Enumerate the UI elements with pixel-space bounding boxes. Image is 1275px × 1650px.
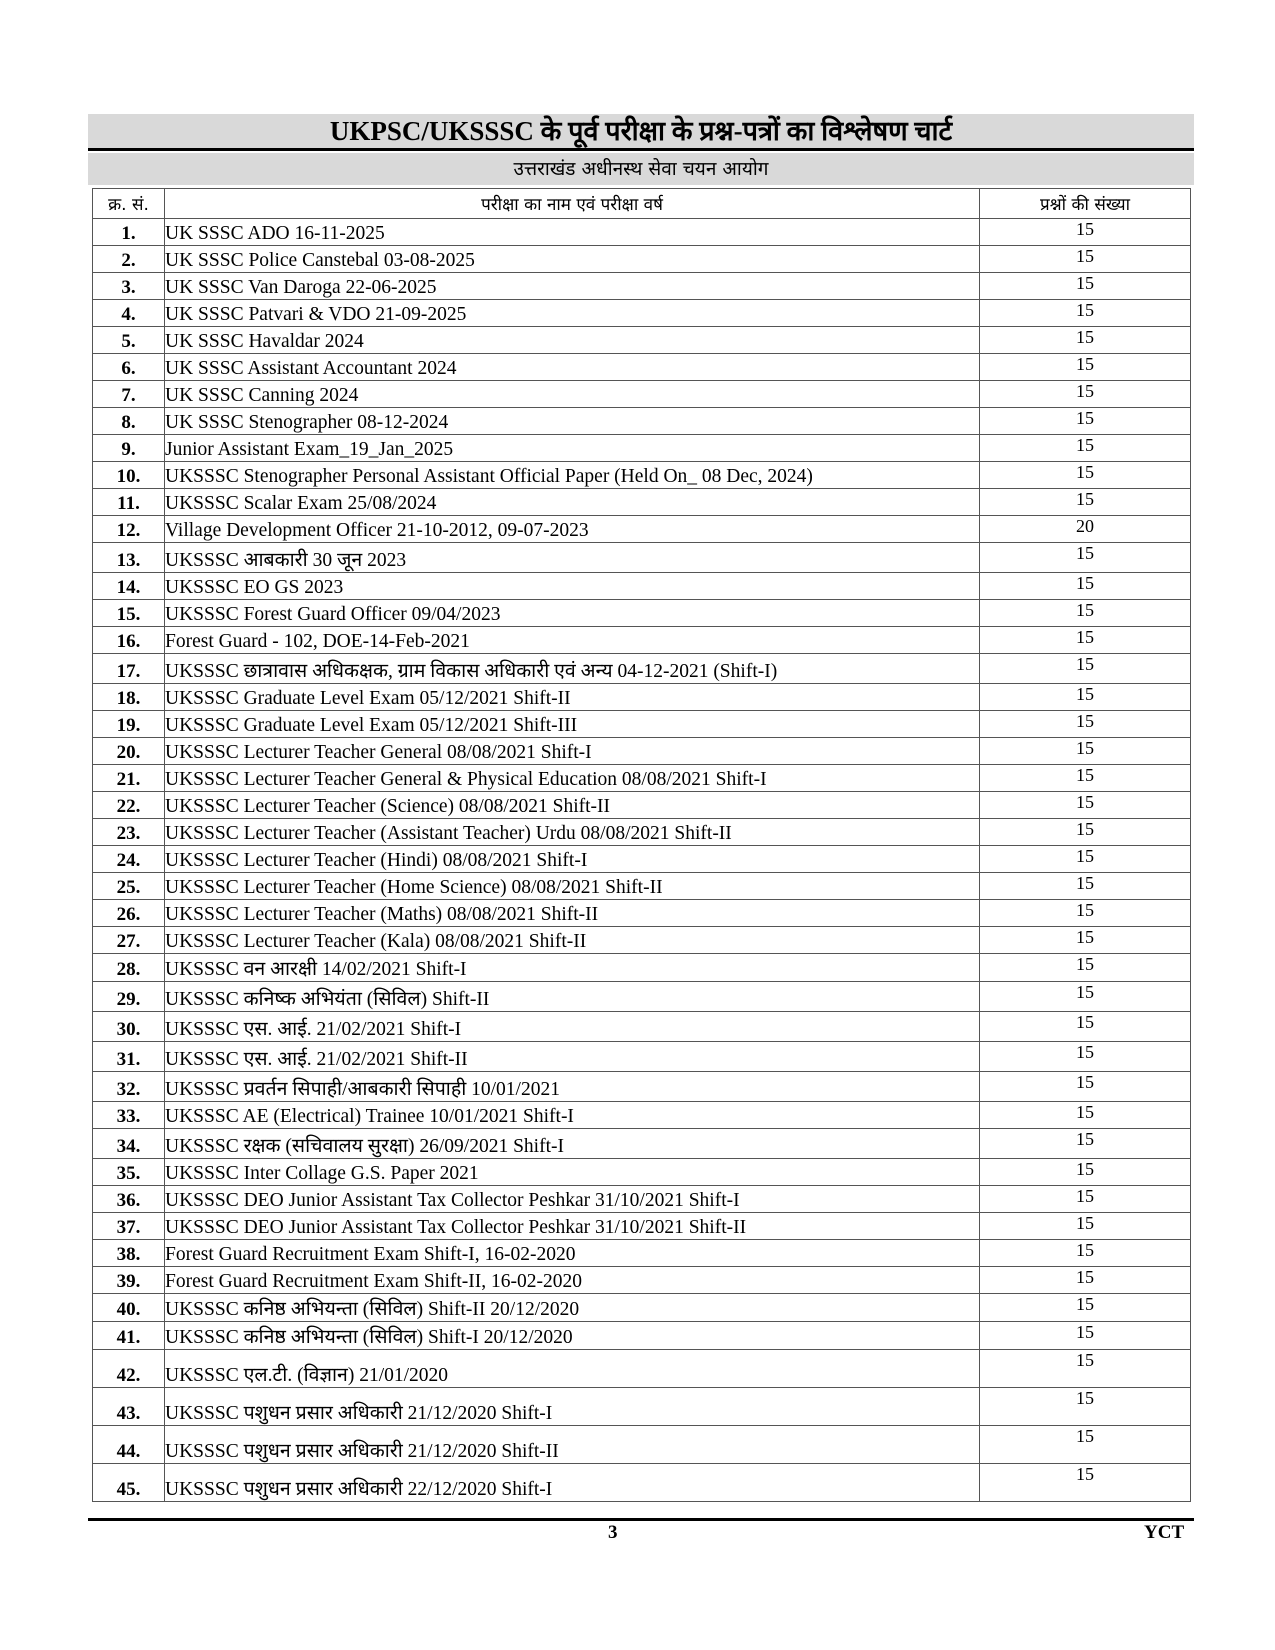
table-row — [93, 489, 1191, 516]
row-question-count: 15 — [980, 408, 1191, 435]
row-exam-name: UKSSSC एस. आई. 21/02/2021 Shift-I — [165, 1012, 980, 1042]
row-serial-number: 14. — [93, 573, 165, 600]
row-exam-name: UKSSSC EO GS 2023 — [165, 573, 980, 600]
column-header-serial: क्र. सं. — [93, 189, 165, 219]
table-row — [93, 654, 1191, 684]
row-serial-number: 16. — [93, 627, 165, 654]
table-row — [93, 1042, 1191, 1072]
row-question-count: 15 — [980, 573, 1191, 600]
row-exam-name: UKSSSC पशुधन प्रसार अधिकारी 22/12/2020 Shift-I — [165, 1464, 980, 1502]
page-title: UKPSC/UKSSSC के पूर्व परीक्षा के प्रश्न-पत्रों का विश्लेषण चार्ट — [88, 114, 1194, 148]
row-serial-number: 11. — [93, 489, 165, 516]
row-exam-name: UKSSSC एस. आई. 21/02/2021 Shift-II — [165, 1042, 980, 1072]
row-serial-number: 19. — [93, 711, 165, 738]
row-question-count: 15 — [980, 435, 1191, 462]
row-exam-name: UKSSSC छात्रावास अधिकक्षक, ग्राम विकास अधिकारी एवं अन्य 04-12-2021 (Shift-I) — [165, 654, 980, 684]
row-question-count: 15 — [980, 954, 1191, 982]
row-exam-name: Junior Assistant Exam_19_Jan_2025 — [165, 435, 980, 462]
row-serial-number: 25. — [93, 873, 165, 900]
row-serial-number: 36. — [93, 1186, 165, 1213]
row-serial-number: 15. — [93, 600, 165, 627]
row-serial-number: 22. — [93, 792, 165, 819]
row-question-count: 15 — [980, 1012, 1191, 1042]
row-serial-number: 1. — [93, 219, 165, 246]
table-row — [93, 273, 1191, 300]
row-exam-name: UKSSSC प्रवर्तन सिपाही/आबकारी सिपाही 10/01/2021 — [165, 1072, 980, 1102]
row-question-count: 15 — [980, 381, 1191, 408]
row-serial-number: 2. — [93, 246, 165, 273]
table-row — [93, 819, 1191, 846]
table-header-row — [93, 189, 1191, 219]
row-exam-name: Forest Guard Recruitment Exam Shift-II, 16-02-2020 — [165, 1267, 980, 1294]
row-serial-number: 4. — [93, 300, 165, 327]
row-exam-name: UK SSSC Patvari & VDO 21-09-2025 — [165, 300, 980, 327]
row-exam-name: UK SSSC Police Canstebal 03-08-2025 — [165, 246, 980, 273]
row-question-count: 15 — [980, 462, 1191, 489]
row-exam-name: UKSSSC Stenographer Personal Assistant Official Paper (Held On_ 08 Dec, 2024) — [165, 462, 980, 489]
row-question-count: 15 — [980, 654, 1191, 684]
column-header-exam-name: परीक्षा का नाम एवं परीक्षा वर्ष — [165, 189, 980, 219]
row-question-count: 15 — [980, 927, 1191, 954]
row-exam-name: UKSSSC Graduate Level Exam 05/12/2021 Shift-III — [165, 711, 980, 738]
row-question-count: 15 — [980, 846, 1191, 873]
table-row — [93, 1012, 1191, 1042]
row-serial-number: 5. — [93, 327, 165, 354]
row-question-count: 15 — [980, 1464, 1191, 1502]
table-row — [93, 1350, 1191, 1388]
table-row — [93, 1186, 1191, 1213]
row-question-count: 20 — [980, 516, 1191, 543]
row-question-count: 15 — [980, 1267, 1191, 1294]
row-serial-number: 24. — [93, 846, 165, 873]
row-serial-number: 32. — [93, 1072, 165, 1102]
table-row — [93, 1129, 1191, 1159]
row-serial-number: 13. — [93, 543, 165, 573]
row-serial-number: 42. — [93, 1350, 165, 1388]
row-exam-name: UKSSSC पशुधन प्रसार अधिकारी 21/12/2020 Shift-II — [165, 1426, 980, 1464]
table-row — [93, 600, 1191, 627]
row-exam-name: UKSSSC Lecturer Teacher General & Physical Education 08/08/2021 Shift-I — [165, 765, 980, 792]
row-serial-number: 17. — [93, 654, 165, 684]
table-row — [93, 300, 1191, 327]
row-exam-name: UKSSSC Lecturer Teacher (Assistant Teacher) Urdu 08/08/2021 Shift-II — [165, 819, 980, 846]
table-row — [93, 846, 1191, 873]
row-serial-number: 18. — [93, 684, 165, 711]
row-exam-name: UK SSSC Van Daroga 22-06-2025 — [165, 273, 980, 300]
row-serial-number: 6. — [93, 354, 165, 381]
row-exam-name: Forest Guard - 102, DOE-14-Feb-2021 — [165, 627, 980, 654]
row-exam-name: UKSSSC Lecturer Teacher General 08/08/2021 Shift-I — [165, 738, 980, 765]
row-question-count: 15 — [980, 1186, 1191, 1213]
row-serial-number: 39. — [93, 1267, 165, 1294]
page-number: 3 — [608, 1522, 618, 1543]
table-row — [93, 954, 1191, 982]
row-question-count: 15 — [980, 1072, 1191, 1102]
row-question-count: 15 — [980, 819, 1191, 846]
row-exam-name: UKSSSC Lecturer Teacher (Maths) 08/08/2021 Shift-II — [165, 900, 980, 927]
row-exam-name: UKSSSC कनिष्ठ अभियन्ता (सिविल) Shift-I 20/12/2020 — [165, 1322, 980, 1350]
row-exam-name: UKSSSC AE (Electrical) Trainee 10/01/2021 Shift-I — [165, 1102, 980, 1129]
row-serial-number: 37. — [93, 1213, 165, 1240]
row-exam-name: UKSSSC एल.टी. (विज्ञान) 21/01/2020 — [165, 1350, 980, 1388]
row-exam-name: UKSSSC पशुधन प्रसार अधिकारी 21/12/2020 Shift-I — [165, 1388, 980, 1426]
row-exam-name: Forest Guard Recruitment Exam Shift-I, 16-02-2020 — [165, 1240, 980, 1267]
row-exam-name: UK SSSC ADO 16-11-2025 — [165, 219, 980, 246]
row-serial-number: 8. — [93, 408, 165, 435]
table-row — [93, 543, 1191, 573]
table-row — [93, 900, 1191, 927]
row-question-count: 15 — [980, 543, 1191, 573]
row-exam-name: UK SSSC Stenographer 08-12-2024 — [165, 408, 980, 435]
row-serial-number: 31. — [93, 1042, 165, 1072]
table-row — [93, 1240, 1191, 1267]
row-serial-number: 28. — [93, 954, 165, 982]
column-header-question-count: प्रश्नों की संख्या — [980, 189, 1191, 219]
table-row — [93, 381, 1191, 408]
table-row — [93, 873, 1191, 900]
row-question-count: 15 — [980, 738, 1191, 765]
row-question-count: 15 — [980, 792, 1191, 819]
table-row — [93, 1388, 1191, 1426]
table-row — [93, 408, 1191, 435]
row-serial-number: 20. — [93, 738, 165, 765]
footer-divider — [88, 1518, 1194, 1521]
row-exam-name: UKSSSC Graduate Level Exam 05/12/2021 Shift-II — [165, 684, 980, 711]
row-question-count: 15 — [980, 684, 1191, 711]
row-serial-number: 43. — [93, 1388, 165, 1426]
row-serial-number: 3. — [93, 273, 165, 300]
row-question-count: 15 — [980, 1042, 1191, 1072]
table-row — [93, 765, 1191, 792]
row-serial-number: 9. — [93, 435, 165, 462]
row-question-count: 15 — [980, 300, 1191, 327]
table-row — [93, 1426, 1191, 1464]
table-row — [93, 1102, 1191, 1129]
row-serial-number: 33. — [93, 1102, 165, 1129]
table-row — [93, 627, 1191, 654]
row-exam-name: UKSSSC DEO Junior Assistant Tax Collector Peshkar 31/10/2021 Shift-I — [165, 1186, 980, 1213]
row-question-count: 15 — [980, 711, 1191, 738]
row-question-count: 15 — [980, 1240, 1191, 1267]
row-exam-name: UK SSSC Assistant Accountant 2024 — [165, 354, 980, 381]
table-row — [93, 462, 1191, 489]
row-exam-name: UKSSSC रक्षक (सचिवालय सुरक्षा) 26/09/2021 Shift-I — [165, 1129, 980, 1159]
table-row — [93, 1072, 1191, 1102]
table-row — [93, 1294, 1191, 1322]
row-question-count: 15 — [980, 1102, 1191, 1129]
row-question-count: 15 — [980, 1426, 1191, 1464]
exam-analysis-table — [92, 188, 1191, 1502]
table-row — [93, 792, 1191, 819]
row-serial-number: 38. — [93, 1240, 165, 1267]
table-row — [93, 354, 1191, 381]
row-question-count: 15 — [980, 489, 1191, 516]
row-question-count: 15 — [980, 627, 1191, 654]
table-row — [93, 1159, 1191, 1186]
table-row — [93, 982, 1191, 1012]
row-exam-name: UK SSSC Canning 2024 — [165, 381, 980, 408]
table-row — [93, 1464, 1191, 1502]
row-exam-name: UKSSSC Inter Collage G.S. Paper 2021 — [165, 1159, 980, 1186]
row-exam-name: UKSSSC Scalar Exam 25/08/2024 — [165, 489, 980, 516]
table-row — [93, 327, 1191, 354]
row-exam-name: UKSSSC कनिष्क अभियंता (सिविल) Shift-II — [165, 982, 980, 1012]
row-question-count: 15 — [980, 1350, 1191, 1388]
row-question-count: 15 — [980, 273, 1191, 300]
table-row — [93, 927, 1191, 954]
row-question-count: 15 — [980, 1213, 1191, 1240]
row-exam-name: UKSSSC Lecturer Teacher (Hindi) 08/08/2021 Shift-I — [165, 846, 980, 873]
table-row — [93, 738, 1191, 765]
row-question-count: 15 — [980, 327, 1191, 354]
row-question-count: 15 — [980, 354, 1191, 381]
row-serial-number: 45. — [93, 1464, 165, 1502]
row-exam-name: UKSSSC Forest Guard Officer 09/04/2023 — [165, 600, 980, 627]
row-serial-number: 29. — [93, 982, 165, 1012]
row-question-count: 15 — [980, 873, 1191, 900]
title-divider — [88, 148, 1194, 151]
row-exam-name: UKSSSC Lecturer Teacher (Science) 08/08/2021 Shift-II — [165, 792, 980, 819]
row-question-count: 15 — [980, 219, 1191, 246]
row-exam-name: UK SSSC Havaldar 2024 — [165, 327, 980, 354]
row-question-count: 15 — [980, 1129, 1191, 1159]
page-subtitle: उत्तराखंड अधीनस्थ सेवा चयन आयोग — [88, 153, 1194, 185]
row-exam-name: UKSSSC आबकारी 30 जून 2023 — [165, 543, 980, 573]
row-serial-number: 44. — [93, 1426, 165, 1464]
row-question-count: 15 — [980, 1159, 1191, 1186]
row-question-count: 15 — [980, 1388, 1191, 1426]
row-question-count: 15 — [980, 982, 1191, 1012]
row-serial-number: 7. — [93, 381, 165, 408]
row-exam-name: UKSSSC वन आरक्षी 14/02/2021 Shift-I — [165, 954, 980, 982]
row-exam-name: UKSSSC कनिष्ठ अभियन्ता (सिविल) Shift-II 20/12/2020 — [165, 1294, 980, 1322]
row-exam-name: UKSSSC Lecturer Teacher (Home Science) 08/08/2021 Shift-II — [165, 873, 980, 900]
table-row — [93, 573, 1191, 600]
row-exam-name: UKSSSC DEO Junior Assistant Tax Collector Peshkar 31/10/2021 Shift-II — [165, 1213, 980, 1240]
publisher-label: YCT — [1144, 1522, 1185, 1543]
row-serial-number: 23. — [93, 819, 165, 846]
row-exam-name: Village Development Officer 21-10-2012, 09-07-2023 — [165, 516, 980, 543]
row-question-count: 15 — [980, 900, 1191, 927]
row-question-count: 15 — [980, 600, 1191, 627]
row-question-count: 15 — [980, 1294, 1191, 1322]
row-question-count: 15 — [980, 765, 1191, 792]
row-question-count: 15 — [980, 1322, 1191, 1350]
table-row — [93, 1267, 1191, 1294]
row-serial-number: 35. — [93, 1159, 165, 1186]
row-exam-name: UKSSSC Lecturer Teacher (Kala) 08/08/2021 Shift-II — [165, 927, 980, 954]
table-row — [93, 684, 1191, 711]
row-serial-number: 12. — [93, 516, 165, 543]
row-serial-number: 10. — [93, 462, 165, 489]
row-serial-number: 41. — [93, 1322, 165, 1350]
table-row — [93, 1322, 1191, 1350]
table-row — [93, 219, 1191, 246]
table-row — [93, 1213, 1191, 1240]
table-row — [93, 246, 1191, 273]
row-serial-number: 27. — [93, 927, 165, 954]
row-serial-number: 30. — [93, 1012, 165, 1042]
row-question-count: 15 — [980, 246, 1191, 273]
table-row — [93, 516, 1191, 543]
row-serial-number: 40. — [93, 1294, 165, 1322]
table-row — [93, 435, 1191, 462]
table-row — [93, 711, 1191, 738]
row-serial-number: 26. — [93, 900, 165, 927]
row-serial-number: 34. — [93, 1129, 165, 1159]
row-serial-number: 21. — [93, 765, 165, 792]
